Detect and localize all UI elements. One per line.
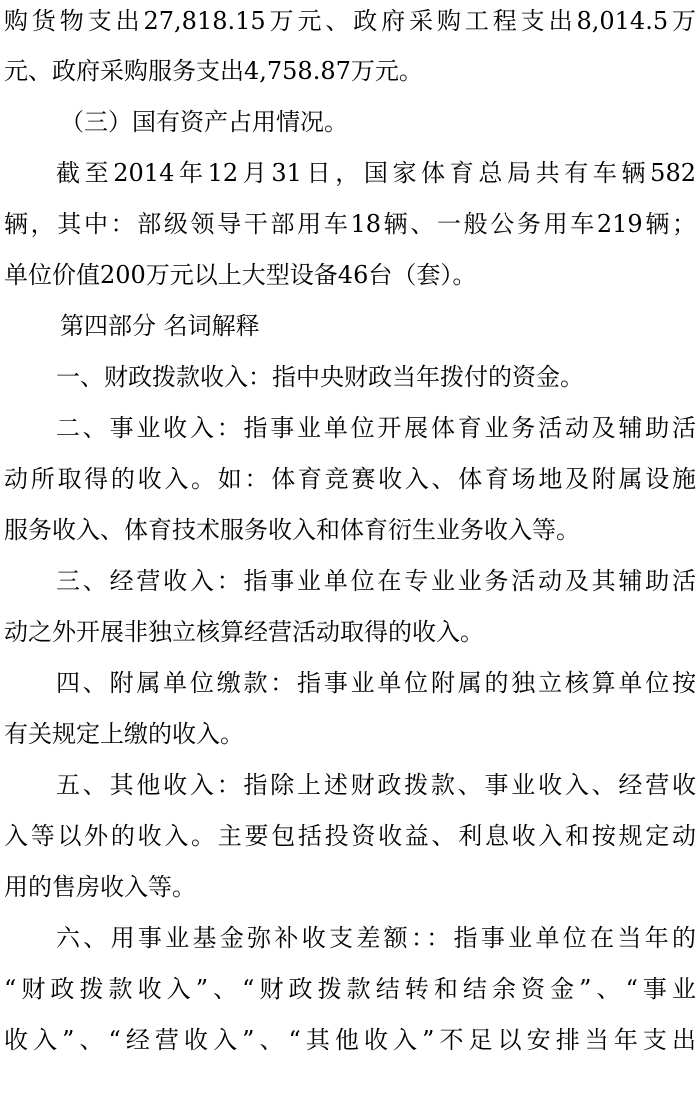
paragraph-first-line: 四、附属单位缴款：指事业单位附属的独立核算单位按 [56, 669, 696, 697]
text-line: 元、政府采购服务支出4,758.87万元。 [4, 57, 423, 85]
text-line: 用的售房收入等。 [4, 873, 196, 901]
paragraph-first-line: 三、经营收入：指事业单位在专业业务活动及其辅助活 [56, 567, 696, 595]
paragraph-first-line: 五、其他收入：指除上述财政拨款、事业收入、经营收 [56, 771, 696, 799]
text-line: 购货物支出27,818.15万元、政府采购工程支出8,014.5万 [4, 7, 696, 35]
text-line: 服务收入、体育技术服务收入和体育衍生业务收入等。 [4, 516, 580, 544]
text-line: 动所取得的收入。如：体育竞赛收入、体育场地及附属设施 [4, 465, 696, 493]
text-line: 单位价值200万元以上大型设备46台（套）。 [4, 261, 477, 289]
paragraph-first-line: 一、财政拨款收入：指中央财政当年拨付的资金。 [56, 363, 584, 391]
paragraph-first-line: 六、用事业基金弥补收支差额：：指事业单位在当年的 [56, 924, 696, 952]
text-line: 有关规定上缴的收入。 [4, 720, 244, 748]
paragraph-first-line: 二、事业收入：指事业单位开展体育业务活动及辅助活 [56, 414, 696, 442]
part-heading: 第四部分 名词解释 [60, 312, 260, 340]
text-line: 辆，其中：部级领导干部用车18辆、一般公务用车219辆； [4, 210, 696, 238]
paragraph-first-line: 截至2014年12月31日，国家体育总局共有车辆582 [56, 159, 696, 187]
text-line: 收入”、“经营收入”、“其他收入”不足以安排当年支出 [4, 1026, 696, 1054]
text-line: “财政拨款收入”、“财政拨款结转和结余资金”、“事业 [4, 975, 696, 1003]
text-line: 动之外开展非独立核算经营活动取得的收入。 [4, 618, 484, 646]
section-heading: （三）国有资产占用情况。 [60, 108, 348, 136]
text-line: 入等以外的收入。主要包括投资收益、利息收入和按规定动 [4, 822, 696, 850]
